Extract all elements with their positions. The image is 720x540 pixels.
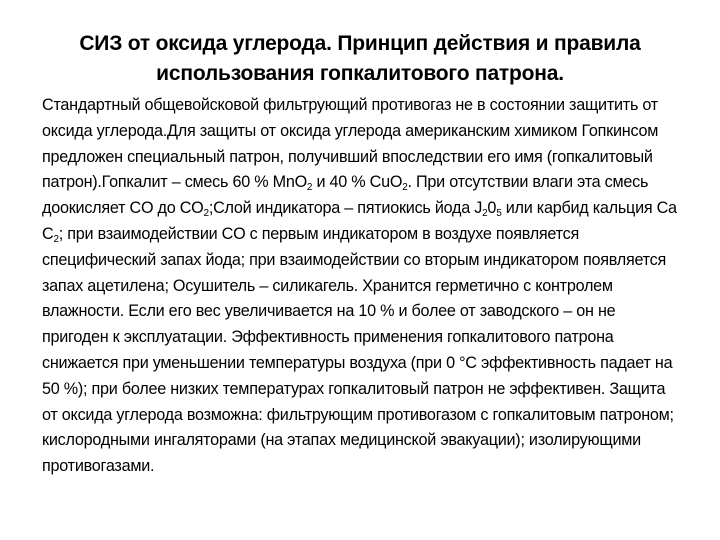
slide-title: СИЗ от оксида углерода. Принцип действия и правила использования гопкалитового патрона. — [79, 32, 641, 85]
slide-body-text — [42, 93, 682, 480]
body-text-segment: ;Слой индикатора – пятиокись йода J — [208, 199, 483, 218]
subscript: 5 — [496, 208, 502, 220]
subscript: 2 — [402, 182, 408, 194]
subscript: 2 — [203, 208, 209, 220]
body-text-segment: . При отсутствии влаги эта смесь доокисляет CO до CO — [42, 173, 649, 218]
body-text-segment: 0 — [487, 199, 497, 218]
subscript: 2 — [306, 182, 313, 194]
body-text-segment: ; при взаимодействии CO с первым индикатором в воздухе появляется специфический запах йода; при взаимодействии со вторым индикатором появляется запах ацетилена; Осушитель – силикагель. Хранится герметично с контролем влажности. Если его вес увеличивается на 10 % и более от заводского – он не пригоден к эксплуатации. Эффективность применения гопкалитового патрона снижается при уменьшении температуры воздуха (при 0 °С эффективность падает на 50 %); при более низких температурах гопкалитовый патрон не эффективен. Защита от оксида углерода возможна: фильтрующим противогазом с гопкалитовым патроном; кислородными ингаляторами (на этапах медицинской эвакуации); изолирующими противогазами. — [42, 224, 674, 476]
subscript: 2 — [53, 233, 59, 245]
body-text-segment: или карбид кальция Ca C — [42, 199, 677, 243]
body-text-segment: Стандартный общевойсковой фильтрующий противогаз не в состоянии защитить от оксида углерода.Для защиты от оксида углерода американским химиком Гопкинсом предложен специальный патрон, получивший впоследствии его имя (гопкалитовый патрон).Гопкалит – смесь 60 % MnO — [42, 96, 659, 192]
subscript: 2 — [482, 208, 488, 220]
body-text-segment: и 40 % CuO — [312, 173, 403, 192]
